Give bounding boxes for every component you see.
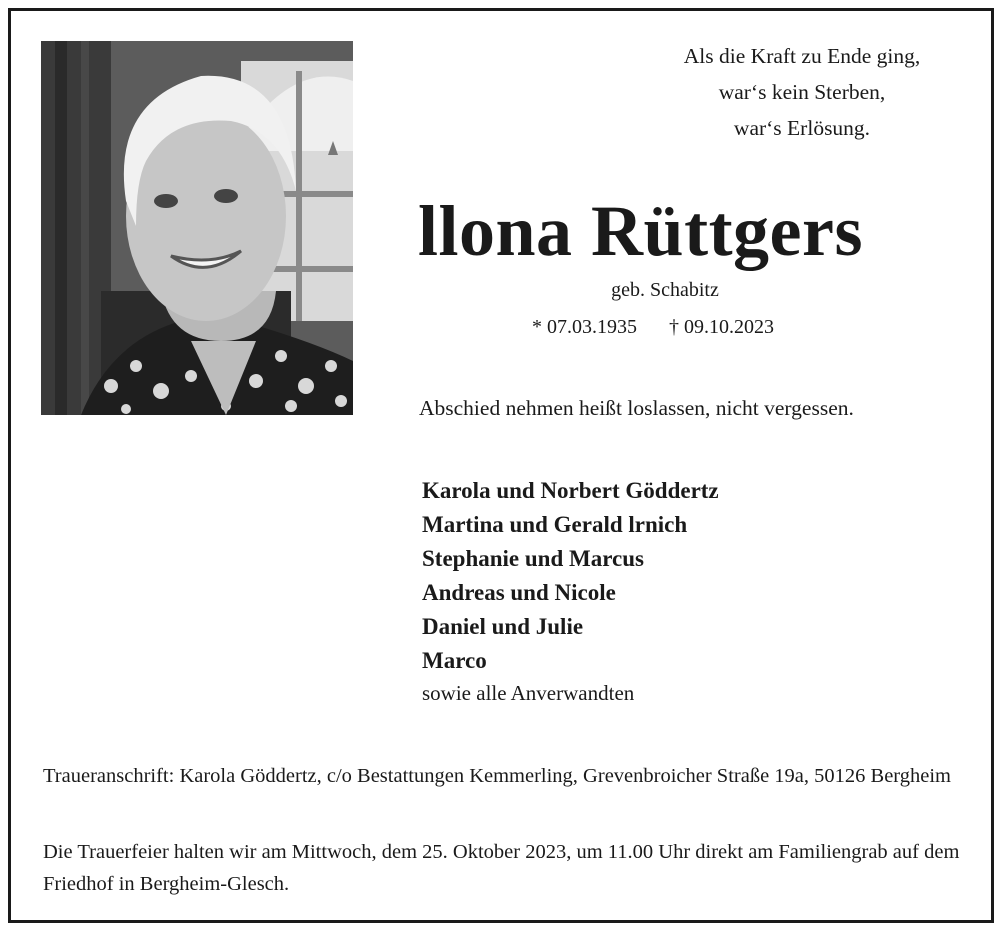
mourner-name: Marco — [422, 648, 487, 673]
portrait-photo — [41, 41, 353, 415]
mourning-address: Traueranschrift: Karola Göddertz, c/o Bestattungen Kemmerling, Grevenbroicher Straße 19a, 50126 Bergheim — [43, 765, 951, 787]
poem-line-1: Als die Kraft zu Ende ging, — [683, 44, 921, 68]
mourner-name: Daniel und Julie — [422, 614, 584, 639]
mourner-name: Andreas und Nicole — [422, 580, 616, 605]
mourners-list — [422, 474, 719, 708]
birth-date: * 07.03.1935 — [532, 316, 637, 338]
deceased-name: llona Rüttgers — [418, 191, 863, 271]
life-dates — [532, 312, 774, 342]
mourner-name: Martina und Gerald lrnich — [422, 512, 688, 537]
death-date: † 09.10.2023 — [669, 316, 774, 338]
mourner-name: Karola und Norbert Göddertz — [422, 478, 719, 503]
farewell-quote: Abschied nehmen heißt loslassen, nicht vergessen. — [419, 396, 854, 420]
mourner-name: Stephanie und Marcus — [422, 546, 644, 571]
poem-line-2: war‘s kein Sterben, — [718, 80, 886, 104]
relatives-note: sowie alle Anverwandten — [422, 681, 635, 705]
poem-line-3: war‘s Erlösung. — [733, 116, 871, 140]
poem — [612, 38, 992, 146]
maiden-name: geb. Schabitz — [611, 279, 719, 301]
funeral-notice: Die Trauerfeier halten wir am Mittwoch, dem 25. Oktober 2023, um 11.00 Uhr direkt am Familiengrab auf dem Friedhof in Bergheim-Glesch. — [43, 841, 960, 895]
